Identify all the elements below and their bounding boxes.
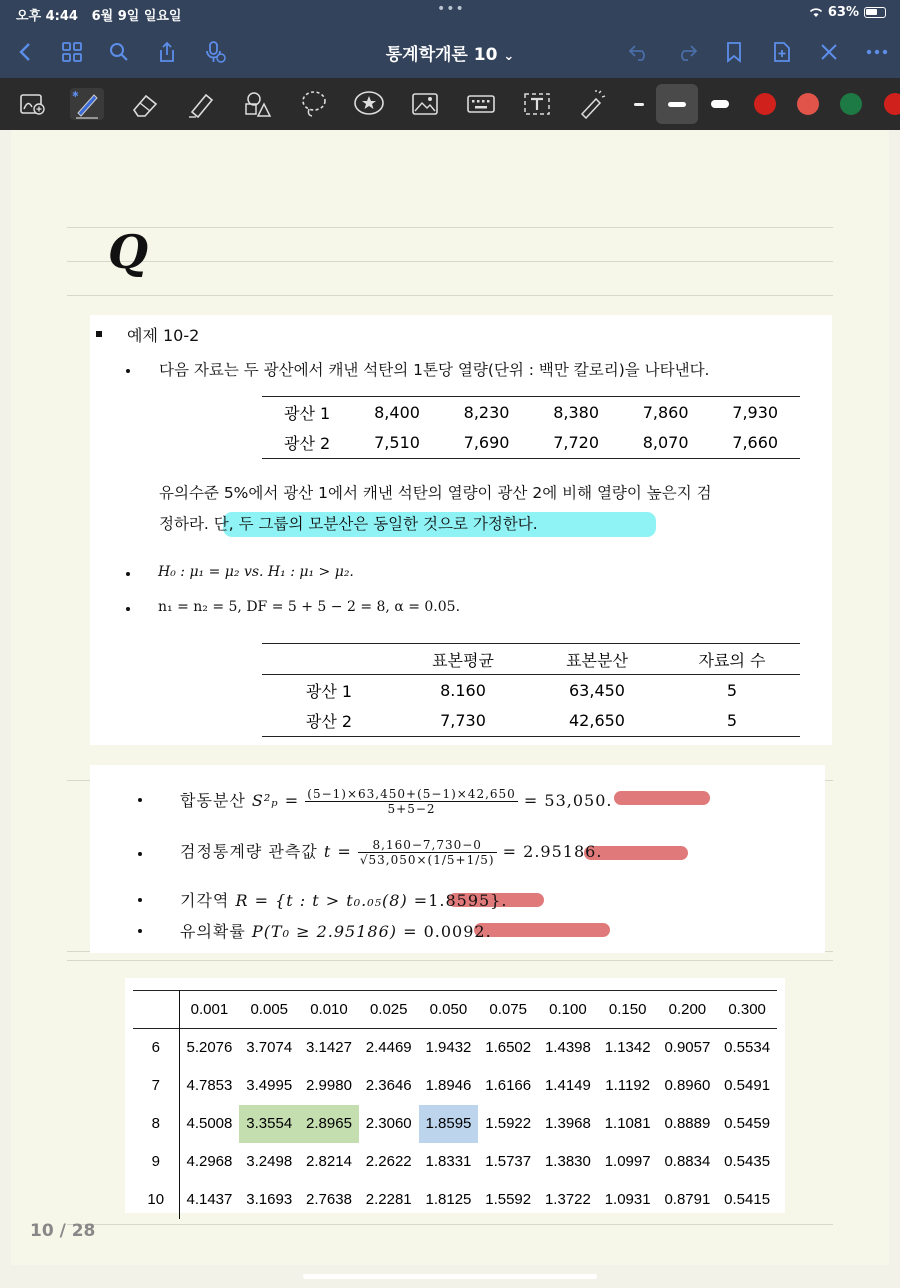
table-cell: 8,230 bbox=[463, 402, 510, 422]
bookmark-icon[interactable] bbox=[719, 38, 749, 66]
reject-end: }. bbox=[490, 891, 508, 910]
document-title-text: 통계학개론 10 bbox=[385, 45, 498, 65]
table-header: 0.150 bbox=[608, 1001, 647, 1018]
table-cell: 8,400 bbox=[374, 402, 420, 422]
table-cell: 1.5922 bbox=[485, 1115, 532, 1132]
bullet bbox=[138, 852, 142, 856]
pooled-denominator: 5+5−2 bbox=[387, 802, 436, 816]
table-cell: 0.5534 bbox=[724, 1039, 771, 1057]
lasso-image-icon[interactable] bbox=[16, 88, 50, 120]
laser-pointer-icon[interactable] bbox=[575, 88, 609, 120]
table-row bbox=[133, 1105, 777, 1143]
table-cell: 1.8331 bbox=[425, 1153, 472, 1170]
table-row bbox=[133, 1181, 777, 1219]
top-bar bbox=[0, 0, 900, 78]
table-cell: 1.8946 bbox=[425, 1077, 472, 1094]
close-pen-icon[interactable] bbox=[814, 38, 844, 66]
table-cell: 0.8889 bbox=[664, 1115, 711, 1132]
status-time: 오후 4:44 bbox=[16, 9, 78, 24]
highlighter-icon[interactable] bbox=[184, 88, 218, 120]
hypothesis: H₀ : μ₁ = μ₂ vs. H₁ : μ₁ > μ₂. bbox=[158, 564, 354, 580]
tstat-numerator: 8,160−7,730−0 bbox=[358, 838, 497, 853]
table-cell: 3.7074 bbox=[246, 1039, 293, 1057]
back-icon[interactable] bbox=[10, 38, 40, 66]
table-cell: 2.2281 bbox=[365, 1191, 412, 1208]
table-row bbox=[262, 675, 800, 706]
table-cell: 0.8834 bbox=[664, 1153, 711, 1170]
tstat-label: 검정통계량 관측값 bbox=[180, 842, 318, 861]
df-cell: 6 bbox=[133, 1029, 179, 1067]
table-cell: 7,730 bbox=[440, 711, 486, 731]
table-cell: 0.5435 bbox=[724, 1153, 771, 1170]
table-header bbox=[133, 991, 179, 1029]
table-cell: 7,660 bbox=[732, 433, 779, 453]
table-cell: 1.4149 bbox=[544, 1077, 591, 1094]
df-cell: 10 bbox=[133, 1181, 179, 1219]
grid-view-icon[interactable] bbox=[57, 38, 87, 66]
stroke-medium-icon[interactable] bbox=[656, 84, 698, 124]
table-cell: 1.6502 bbox=[485, 1039, 532, 1057]
table-cell: 광산 1 bbox=[284, 403, 331, 423]
table-cell: 4.2968 bbox=[186, 1153, 233, 1170]
table-row bbox=[262, 706, 800, 737]
more-options-icon[interactable] bbox=[862, 38, 892, 66]
text-box-icon[interactable] bbox=[520, 88, 554, 120]
bullet bbox=[96, 331, 102, 337]
pooled-fraction bbox=[305, 787, 518, 816]
reject-value: 1.8595 bbox=[428, 891, 491, 910]
handwritten-q: Q bbox=[108, 225, 149, 279]
p-value-line bbox=[180, 919, 492, 942]
table-cell: 4.7853 bbox=[186, 1077, 233, 1094]
redo-icon[interactable] bbox=[672, 38, 702, 66]
red-highlight bbox=[474, 923, 610, 937]
table-cell: 7,930 bbox=[732, 402, 779, 422]
table-cell: 2.3646 bbox=[365, 1077, 412, 1094]
table-cell: 1.0931 bbox=[604, 1191, 651, 1208]
share-icon[interactable] bbox=[152, 38, 182, 66]
table-cell: 4.5008 bbox=[186, 1115, 233, 1132]
table-header: 0.050 bbox=[429, 1001, 468, 1018]
question-line-2 bbox=[159, 512, 538, 534]
ruled-line bbox=[67, 261, 833, 262]
bullet bbox=[126, 572, 130, 576]
df-cell: 8 bbox=[133, 1105, 179, 1143]
table-cell: 1.3968 bbox=[544, 1115, 591, 1132]
question-line-2a: 정하라. bbox=[159, 515, 209, 533]
table-cell: 0.5415 bbox=[724, 1191, 771, 1208]
table-cell: 2.8214 bbox=[306, 1153, 352, 1170]
table-cell: 3.1427 bbox=[306, 1039, 352, 1057]
example-title: 예제 10-2 bbox=[127, 326, 200, 345]
pooled-variance-line bbox=[180, 787, 612, 816]
bullet bbox=[126, 607, 130, 611]
table-row bbox=[133, 1029, 777, 1067]
image-icon[interactable] bbox=[408, 88, 442, 120]
color-swatch-red-2[interactable] bbox=[884, 93, 900, 115]
table-cell: 8,070 bbox=[642, 433, 689, 453]
document-title[interactable] bbox=[300, 40, 600, 65]
coal-data-table bbox=[262, 396, 800, 459]
table-cell: 2.3060 bbox=[365, 1115, 412, 1132]
test-statistic-line bbox=[180, 838, 602, 867]
table-cell: 5 bbox=[726, 711, 738, 731]
table-cell: 1.4398 bbox=[544, 1039, 591, 1057]
pooled-symbol: S²ₚ = bbox=[251, 791, 300, 810]
multitasking-dots[interactable]: ••• bbox=[437, 1, 465, 17]
table-cell: 7,690 bbox=[463, 433, 510, 453]
table-cell: 1.1081 bbox=[604, 1115, 651, 1132]
table-cell: 8.160 bbox=[440, 680, 486, 700]
table-cell: 8,380 bbox=[553, 402, 599, 422]
table-header: 0.005 bbox=[250, 1001, 289, 1018]
red-highlight bbox=[614, 791, 710, 805]
tstat-fraction bbox=[358, 838, 497, 867]
wifi-icon bbox=[809, 7, 823, 18]
table-cell: 광산 2 bbox=[305, 712, 353, 732]
stroke-thick-icon[interactable] bbox=[703, 88, 737, 120]
table-cell: 광산 1 bbox=[305, 681, 353, 701]
table-cell: 7,860 bbox=[642, 402, 689, 422]
table-cell: 3.4995 bbox=[246, 1077, 293, 1094]
table-cell: 0.8960 bbox=[664, 1077, 711, 1094]
df-cell: 7 bbox=[133, 1067, 179, 1105]
bullet bbox=[138, 898, 142, 902]
table-header: 0.300 bbox=[728, 1001, 766, 1018]
table-header: 0.025 bbox=[369, 1001, 408, 1018]
svg-text:✱: ✱ bbox=[72, 90, 79, 99]
elements-star-icon[interactable] bbox=[352, 88, 386, 120]
example-card bbox=[90, 315, 832, 745]
ruled-line bbox=[67, 295, 833, 296]
pvalue-label: 유의확률 bbox=[180, 922, 246, 941]
battery-icon bbox=[864, 7, 886, 18]
table-header: 자료의 수 bbox=[698, 650, 766, 670]
t-distribution-table bbox=[133, 990, 777, 1219]
ruled-line bbox=[67, 960, 833, 961]
status-date: 6월 9일 일요일 bbox=[91, 9, 182, 24]
search-icon[interactable] bbox=[104, 38, 134, 66]
keyboard-icon[interactable] bbox=[464, 88, 498, 120]
table-cell: 2.9980 bbox=[306, 1077, 352, 1094]
table-cell: 3.2498 bbox=[246, 1153, 293, 1170]
table-cell: 5.2076 bbox=[186, 1039, 233, 1057]
tstat-result: = 2.95186. bbox=[502, 842, 603, 861]
table-cell: 1.6166 bbox=[485, 1077, 532, 1094]
parameters: n₁ = n₂ = 5, DF = 5 + 5 − 2 = 8, α = 0.05. bbox=[158, 599, 461, 615]
table-cell-highlight-blue: 1.8595 bbox=[419, 1105, 479, 1143]
add-page-icon[interactable] bbox=[767, 38, 797, 66]
table-cell: 42,650 bbox=[569, 711, 625, 731]
table-cell: 1.3830 bbox=[544, 1153, 591, 1170]
bullet bbox=[138, 929, 142, 933]
rejection-region-line bbox=[180, 888, 507, 911]
table-header-row bbox=[133, 991, 777, 1029]
table-cell: 7,510 bbox=[374, 433, 420, 453]
reject-label: 기각역 bbox=[180, 891, 230, 910]
table-cell: 1.1342 bbox=[604, 1039, 651, 1057]
color-swatch-green[interactable] bbox=[840, 93, 862, 115]
table-cell: 1.0997 bbox=[604, 1153, 651, 1170]
table-header: 0.010 bbox=[310, 1001, 348, 1018]
pooled-result: = 53,050. bbox=[523, 791, 613, 810]
pen-tool-icon[interactable] bbox=[70, 88, 104, 120]
status-right bbox=[809, 5, 886, 20]
table-cell: 5 bbox=[726, 680, 738, 700]
battery-percent: 63% bbox=[827, 5, 859, 20]
table-cell: 0.9057 bbox=[664, 1039, 711, 1057]
stroke-thin-icon[interactable] bbox=[622, 88, 656, 120]
bullet bbox=[138, 798, 142, 802]
df-cell: 9 bbox=[133, 1143, 179, 1181]
table-header: 0.075 bbox=[489, 1001, 527, 1018]
home-indicator[interactable] bbox=[303, 1274, 597, 1279]
pooled-numerator: (5−1)×63,450+(5−1)×42,650 bbox=[307, 787, 516, 801]
eraser-icon[interactable] bbox=[128, 88, 162, 120]
table-cell: 0.5459 bbox=[724, 1115, 771, 1132]
table-row bbox=[262, 397, 800, 428]
table-cell: 7,720 bbox=[553, 433, 599, 453]
table-cell: 0.5491 bbox=[724, 1077, 771, 1094]
page-indicator[interactable]: 10 / 28 bbox=[30, 1221, 96, 1241]
ruled-line bbox=[67, 227, 833, 228]
table-header: 표본평균 bbox=[432, 650, 494, 670]
table-cell: 1.8125 bbox=[425, 1191, 472, 1208]
table-row bbox=[262, 428, 800, 459]
table-header: 0.200 bbox=[668, 1001, 707, 1018]
question-line-2b: 단, 두 그룹의 모분산은 동일한 것으로 가정한다. bbox=[213, 515, 538, 533]
tstat-denominator: √53,050×(1/5+1/5) bbox=[359, 853, 495, 867]
status-time-date bbox=[16, 5, 182, 24]
table-cell: 4.1437 bbox=[186, 1191, 233, 1208]
table-cell: 63,450 bbox=[569, 680, 625, 700]
table-cell: 2.7638 bbox=[306, 1191, 352, 1208]
table-cell: 1.1192 bbox=[605, 1077, 651, 1094]
table-row bbox=[133, 1067, 777, 1105]
table-cell-highlight-green: 2.8965 bbox=[299, 1105, 359, 1143]
solution-card bbox=[90, 765, 825, 953]
table-cell: 1.5737 bbox=[485, 1153, 532, 1170]
reject-expression: R = {t : t > t₀.₀₅(8) = bbox=[235, 891, 429, 910]
summary-table bbox=[262, 643, 800, 737]
table-cell: 1.9432 bbox=[425, 1039, 472, 1057]
table-cell: 광산 2 bbox=[284, 434, 331, 454]
tstat-symbol: t = bbox=[323, 842, 352, 861]
table-cell: 1.3722 bbox=[544, 1191, 591, 1208]
pvalue-expression: P(T₀ ≥ 2.95186) = bbox=[251, 922, 418, 941]
lasso-icon[interactable] bbox=[297, 88, 331, 120]
chevron-down-icon: ⌄ bbox=[503, 49, 515, 64]
table-header: 표본분산 bbox=[566, 650, 628, 670]
undo-icon[interactable] bbox=[624, 38, 654, 66]
table-header-row bbox=[262, 644, 800, 675]
table-cell: 1.5592 bbox=[485, 1191, 532, 1208]
table-header: 0.001 bbox=[190, 1001, 229, 1018]
pvalue-result: 0.0092. bbox=[423, 922, 492, 941]
color-swatch-red[interactable] bbox=[754, 93, 776, 115]
table-cell: 2.4469 bbox=[365, 1039, 412, 1057]
table-cell: 0.8791 bbox=[664, 1191, 711, 1208]
pooled-label: 합동분산 bbox=[180, 791, 246, 810]
color-swatch-coral[interactable] bbox=[797, 93, 819, 115]
table-cell: 2.2622 bbox=[365, 1153, 412, 1170]
table-header: 0.100 bbox=[549, 1001, 587, 1018]
question-line-1: 유의수준 5%에서 광산 1에서 캐낸 석탄의 열량이 광산 2에 비해 열량이 높은지 검 bbox=[159, 484, 712, 502]
table-cell: 3.1693 bbox=[246, 1191, 293, 1208]
microphone-icon[interactable] bbox=[200, 38, 230, 66]
table-cell-highlight-green: 3.3554 bbox=[239, 1105, 299, 1143]
table-row bbox=[133, 1143, 777, 1181]
bullet bbox=[126, 369, 130, 373]
ruled-line bbox=[67, 1224, 833, 1225]
table-header bbox=[262, 644, 396, 675]
shapes-icon[interactable] bbox=[240, 88, 274, 120]
example-intro: 다음 자료는 두 광산에서 캐낸 석탄의 1톤당 열량(단위 : 백만 칼로리)을 나타낸다. bbox=[159, 361, 710, 379]
